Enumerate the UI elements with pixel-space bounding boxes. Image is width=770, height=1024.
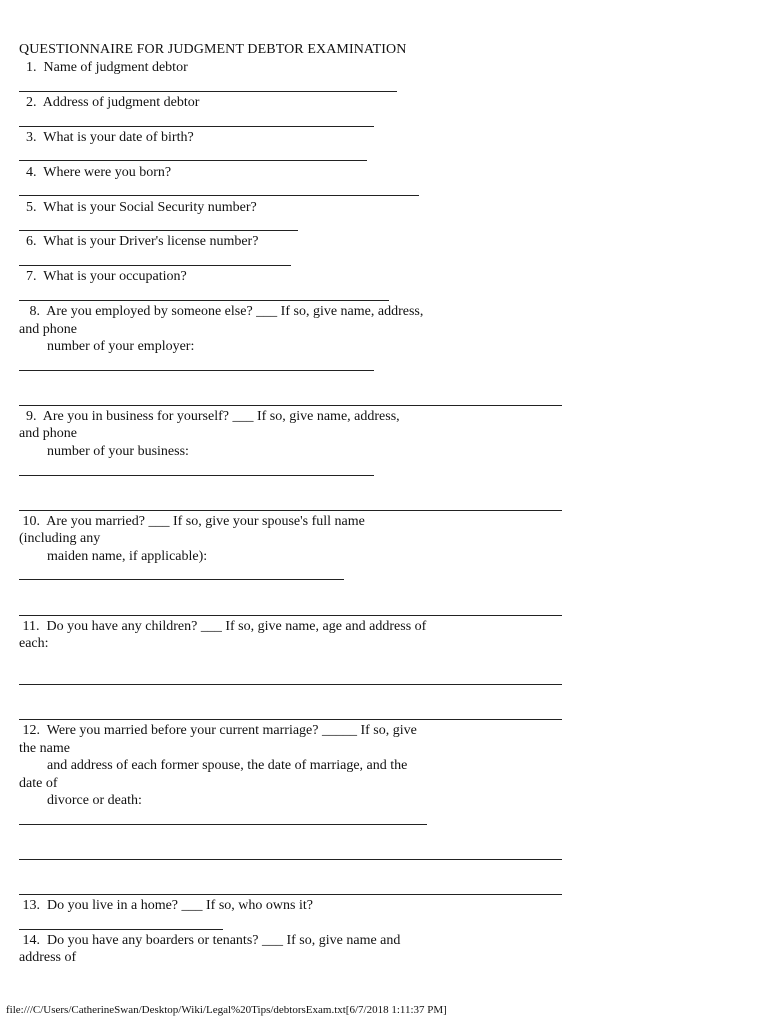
answer-line-8a[interactable] — [19, 370, 374, 371]
question-10-line-2: (including any — [19, 531, 101, 546]
question-8-line-3: number of your employer: — [19, 339, 195, 354]
question-5: 5. What is your Social Security number? — [19, 200, 257, 215]
question-6: 6. What is your Driver's license number? — [19, 234, 259, 249]
answer-line-12b[interactable] — [19, 859, 562, 860]
answer-line-10b[interactable] — [19, 615, 562, 616]
question-12-line-3: and address of each former spouse, the date of marriage, and the — [19, 758, 408, 773]
question-3: 3. What is your date of birth? — [19, 130, 194, 145]
answer-line-13[interactable] — [19, 929, 223, 930]
question-9-line-1: 9. Are you in business for yourself? ___ If so, give name, address, — [19, 409, 400, 424]
question-11-line-2: each: — [19, 636, 49, 651]
question-7: 7. What is your occupation? — [19, 269, 187, 284]
answer-line-5[interactable] — [19, 230, 298, 231]
question-10-line-1: 10. Are you married? ___ If so, give your spouse's full name — [19, 514, 365, 529]
page-title: QUESTIONNAIRE FOR JUDGMENT DEBTOR EXAMINATION — [19, 42, 407, 57]
question-9-line-2: and phone — [19, 426, 77, 441]
question-2: 2. Address of judgment debtor — [19, 95, 200, 110]
question-4: 4. Where were you born? — [19, 165, 172, 180]
question-1: 1. Name of judgment debtor — [19, 60, 188, 75]
answer-line-12c[interactable] — [19, 894, 562, 895]
answer-line-9b[interactable] — [19, 510, 562, 511]
question-11-line-1: 11. Do you have any children? ___ If so, give name, age and address of — [19, 619, 427, 634]
question-12-line-2: the name — [19, 741, 70, 756]
question-8-line-2: and phone — [19, 322, 77, 337]
question-14-line-1: 14. Do you have any boarders or tenants? ___ If so, give name and — [19, 933, 401, 948]
answer-line-8b[interactable] — [19, 405, 562, 406]
answer-line-11b[interactable] — [19, 719, 562, 720]
answer-line-4[interactable] — [19, 195, 419, 196]
answer-line-1[interactable] — [19, 91, 397, 92]
question-8-line-1: 8. Are you employed by someone else? ___ If so, give name, address, — [19, 304, 424, 319]
question-12-line-4: date of — [19, 776, 58, 791]
answer-line-7[interactable] — [19, 300, 389, 301]
answer-line-2[interactable] — [19, 126, 374, 127]
question-14-line-2: address of — [19, 950, 77, 965]
answer-line-10a[interactable] — [19, 579, 344, 580]
question-10-line-3: maiden name, if applicable): — [19, 549, 208, 564]
answer-line-6[interactable] — [19, 265, 291, 266]
question-12-line-1: 12. Were you married before your current marriage? _____ If so, give — [19, 723, 417, 738]
question-9-line-3: number of your business: — [19, 444, 189, 459]
question-12-line-5: divorce or death: — [19, 793, 142, 808]
answer-line-11a[interactable] — [19, 684, 562, 685]
file-path-footer: file:///C/Users/CatherineSwan/Desktop/Wiki/Legal%20Tips/debtorsExam.txt[6/7/2018 1:11:37 PM] — [6, 1004, 447, 1016]
answer-line-3[interactable] — [19, 160, 367, 161]
answer-line-9a[interactable] — [19, 475, 374, 476]
question-13: 13. Do you live in a home? ___ If so, who owns it? — [19, 898, 313, 913]
answer-line-12a[interactable] — [19, 824, 427, 825]
